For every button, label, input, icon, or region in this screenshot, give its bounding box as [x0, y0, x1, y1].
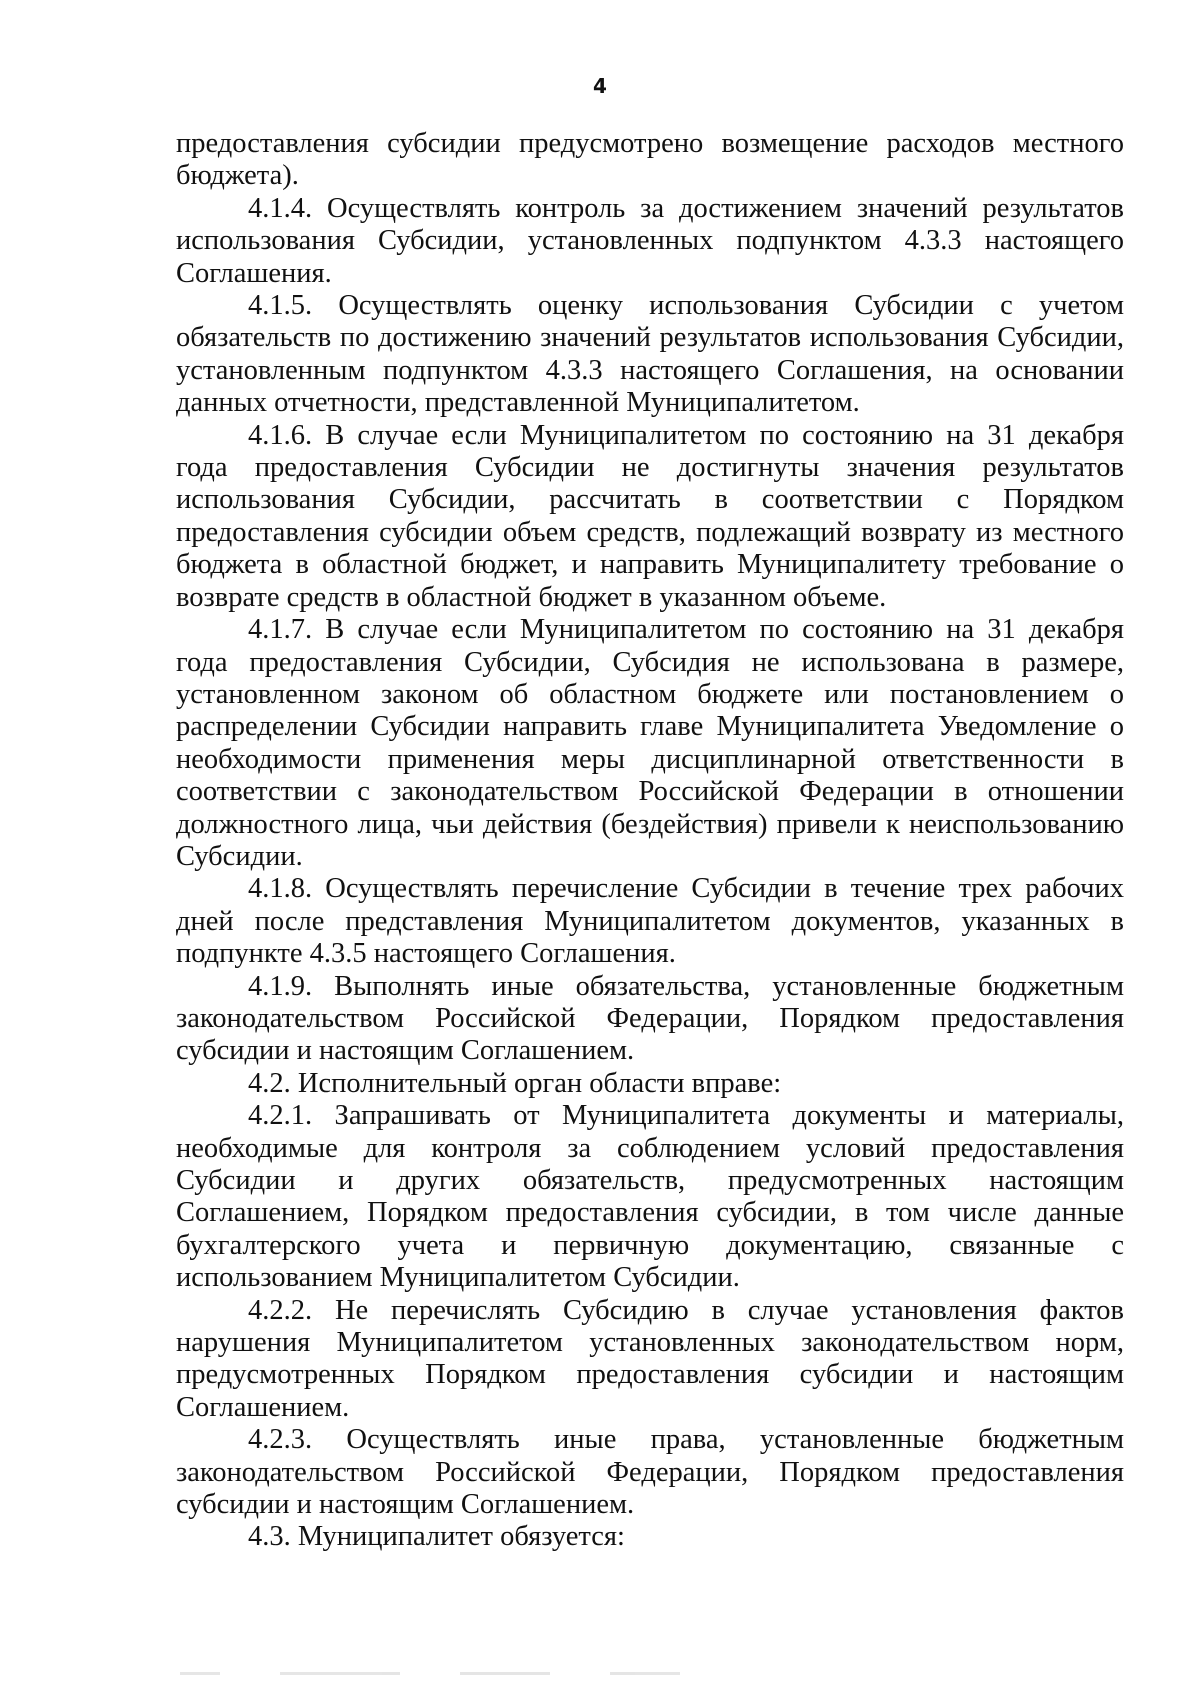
paragraph-4-1-6: 4.1.6. В случае если Муниципалитетом по состоянию на 31 декабря года предоставления Субсидии не достигнуты значения результатов использования Субсидии, рассчитать в соответствии с Порядком предоставления субсидии объем средств, подлежащий возврату из местного бюджета в областной бюджет, и направить Муниципалитету требование о возврате средств в областной бюджет в указанном объеме. — [176, 419, 1124, 613]
paragraph-continuation: предоставления субсидии предусмотрено возмещение расходов местного бюджета). — [176, 128, 1124, 192]
paragraph-4-1-5: 4.1.5. Осуществлять оценку использования Субсидии с учетом обязательств по достижению значений результатов использования Субсидии, установленным подпунктом 4.3.3 настоящего Соглашения, на основании данных отчетности, представленной Муниципалитетом. — [176, 290, 1124, 419]
paragraph-4-2-1: 4.2.1. Запрашивать от Муниципалитета документы и материалы, необходимые для контроля за соблюдением условий предоставления Субсидии и других обязательств, предусмотренных настоящим Соглашением, Порядком предоставления субсидии, в том числе данные бухгалтерского учета и первичную документацию, связанные с использованием Муниципалитетом Субсидии. — [176, 1100, 1124, 1294]
paragraph-4-2-2: 4.2.2. Не перечислять Субсидию в случае установления фактов нарушения Муниципалитетом установленных законодательством норм, предусмотренных Порядком предоставления субсидии и настоящим Соглашением. — [176, 1294, 1124, 1423]
page-number: 4 — [593, 74, 607, 98]
document-body — [176, 128, 1124, 1554]
paragraph-4-2: 4.2. Исполнительный орган области вправе: — [248, 1067, 782, 1099]
paragraph-4-1-7: 4.1.7. В случае если Муниципалитетом по состоянию на 31 декабря года предоставления Субсидии, Субсидия не использована в размере, установленном законом об областном бюджете или постановлением о распределении Субсидии направить главе Муниципалитета Уведомление о необходимости применения меры дисциплинарной ответственности в соответствии с законодательством Российской Федерации в отношении должностного лица, чьи действия (бездействия) привели к неиспользованию Субсидии. — [176, 614, 1124, 872]
paragraph-4-3: 4.3. Муниципалитет обязуется: — [248, 1521, 625, 1553]
scan-artifact — [180, 1672, 1080, 1682]
paragraph-4-1-4: 4.1.4. Осуществлять контроль за достижением значений результатов использования Субсидии, установленных подпунктом 4.3.3 настоящего Соглашения. — [176, 192, 1124, 289]
paragraph-4-1-9: 4.1.9. Выполнять иные обязательства, установленные бюджетным законодательством Российской Федерации, Порядком предоставления субсидии и настоящим Соглашением. — [176, 970, 1124, 1067]
paragraph-4-2-3: 4.2.3. Осуществлять иные права, установленные бюджетным законодательством Российской Федерации, Порядком предоставления субсидии и настоящим Соглашением. — [176, 1424, 1124, 1521]
paragraph-4-1-8: 4.1.8. Осуществлять перечисление Субсидии в течение трех рабочих дней после представления Муниципалитетом документов, указанных в подпункте 4.3.5 настоящего Соглашения. — [176, 873, 1124, 970]
